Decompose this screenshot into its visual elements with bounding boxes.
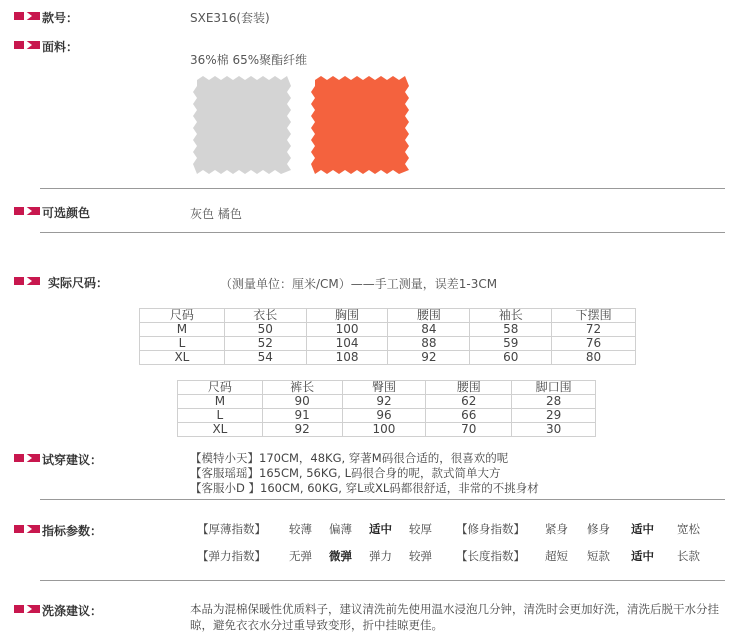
table-header-cell: 尺码 [178, 381, 263, 395]
wash-label: 洗涤建议： [42, 604, 103, 618]
table-cell: 66 [426, 409, 512, 423]
table-cell: 100 [342, 423, 426, 437]
index-option: 紧身 [545, 522, 568, 536]
table-row [140, 351, 636, 365]
index-title: 【弹力指数】 [197, 549, 266, 563]
table-cell: 72 [552, 323, 636, 337]
tryon-label: 试穿建议： [42, 453, 103, 467]
index-option: 偏薄 [329, 522, 352, 536]
index-option: 较薄 [289, 522, 312, 536]
fabric-label: 面料： [42, 40, 79, 54]
table-cell: 62 [426, 395, 512, 409]
table-cell: 52 [224, 337, 306, 351]
table-row [140, 337, 636, 351]
index-option: 弹力 [369, 549, 392, 563]
style-no-value: SXE316(套装) [190, 11, 270, 25]
table-row [140, 323, 636, 337]
table-cell: XL [178, 423, 263, 437]
table-cell: 92 [262, 423, 342, 437]
colors-value: 灰色 橘色 [190, 207, 242, 221]
thickness-index-row [0, 521, 750, 535]
table-cell: 96 [342, 409, 426, 423]
index-label: 指标参数： [42, 524, 103, 538]
table-header-cell: 下摆围 [552, 309, 636, 323]
table-cell: M [140, 323, 225, 337]
fabric-value: 36%棉 65%聚酯纤维 [190, 53, 308, 67]
table-cell: 90 [262, 395, 342, 409]
table-cell: L [178, 409, 263, 423]
tryon-line: 【客服小D 】160CM, 60KG, 穿L或XL码都很舒适，非常的不挑身材 [190, 481, 539, 495]
table-header-cell: 裤长 [262, 381, 342, 395]
table-cell: 92 [388, 351, 470, 365]
colors-label: 可选颜色 [42, 206, 91, 220]
index-title: 【修身指数】 [456, 522, 525, 536]
table-cell: 91 [262, 409, 342, 423]
index-option: 宽松 [677, 522, 700, 536]
index-title: 【厚薄指数】 [197, 522, 266, 536]
table-cell: 50 [224, 323, 306, 337]
index-option: 长款 [677, 549, 700, 563]
table-row [178, 423, 596, 437]
index-option: 短款 [587, 549, 610, 563]
table-cell: L [140, 337, 225, 351]
table-cell: 80 [552, 351, 636, 365]
size-label: 实际尺码： [48, 276, 109, 290]
table-cell: 108 [306, 351, 388, 365]
table-cell: 29 [512, 409, 596, 423]
table-cell: 59 [470, 337, 552, 351]
tryon-line: 【客服瑶瑶】165CM, 56KG, L码很合身的呢，款式简单大方 [190, 466, 501, 480]
table-row [178, 395, 596, 409]
table-header-cell: 腰围 [388, 309, 470, 323]
index-option: 较厚 [409, 522, 432, 536]
table-cell: 104 [306, 337, 388, 351]
section-marker-icon [14, 10, 42, 22]
table-cell: M [178, 395, 263, 409]
table-cell: 30 [512, 423, 596, 437]
table-header-cell: 脚口围 [512, 381, 596, 395]
table-cell: 100 [306, 323, 388, 337]
table-cell: 60 [470, 351, 552, 365]
section-marker-icon [14, 275, 42, 287]
gray-swatch [193, 76, 291, 174]
index-option-selected: 适中 [631, 522, 654, 536]
index-option-selected: 适中 [631, 549, 654, 563]
table-header-row [140, 309, 636, 323]
wash-text: 本品为混棉保暖性优质料子，建议清洗前先使用温水浸泡几分钟，清洗时会更加好洗，清洗后脱干水分挂晾，避免衣衣水分过重导致变形，折中挂晾更佳。 [190, 602, 719, 632]
table-cell: 28 [512, 395, 596, 409]
tryon-line: 【模特小天】170CM，48KG, 穿著M码很合适的，很喜欢的呢 [190, 451, 509, 465]
section-marker-icon [14, 205, 42, 217]
top-size-table [139, 308, 636, 365]
table-header-cell: 袖长 [470, 309, 552, 323]
table-header-row [178, 381, 596, 395]
table-cell: 58 [470, 323, 552, 337]
table-cell: 88 [388, 337, 470, 351]
elasticity-index-row [0, 548, 750, 562]
table-cell: 76 [552, 337, 636, 351]
table-header-cell: 胸围 [306, 309, 388, 323]
table-header-cell: 衣长 [224, 309, 306, 323]
divider [40, 580, 725, 581]
orange-swatch [311, 76, 409, 174]
section-marker-icon [14, 603, 42, 615]
section-marker-icon [14, 452, 42, 464]
index-option: 无弹 [289, 549, 312, 563]
index-option: 较弹 [409, 549, 432, 563]
table-cell: 92 [342, 395, 426, 409]
index-option: 超短 [545, 549, 568, 563]
table-cell: 70 [426, 423, 512, 437]
table-header-cell: 尺码 [140, 309, 225, 323]
index-title: 【长度指数】 [456, 549, 525, 563]
size-note: （测量单位：厘米/CM）——手工测量，误差1-3CM [220, 277, 498, 291]
table-header-cell: 臀围 [342, 381, 426, 395]
table-row [178, 409, 596, 423]
table-cell: 84 [388, 323, 470, 337]
table-cell: XL [140, 351, 225, 365]
table-cell: 54 [224, 351, 306, 365]
index-option-selected: 微弹 [329, 549, 352, 563]
table-header-cell: 腰围 [426, 381, 512, 395]
divider [40, 232, 725, 233]
index-option-selected: 适中 [369, 522, 392, 536]
divider [40, 499, 725, 500]
bottom-size-table [177, 380, 596, 437]
divider [40, 188, 725, 189]
style-no-label: 款号： [42, 11, 79, 25]
index-option: 修身 [587, 522, 610, 536]
section-marker-icon [14, 39, 42, 51]
